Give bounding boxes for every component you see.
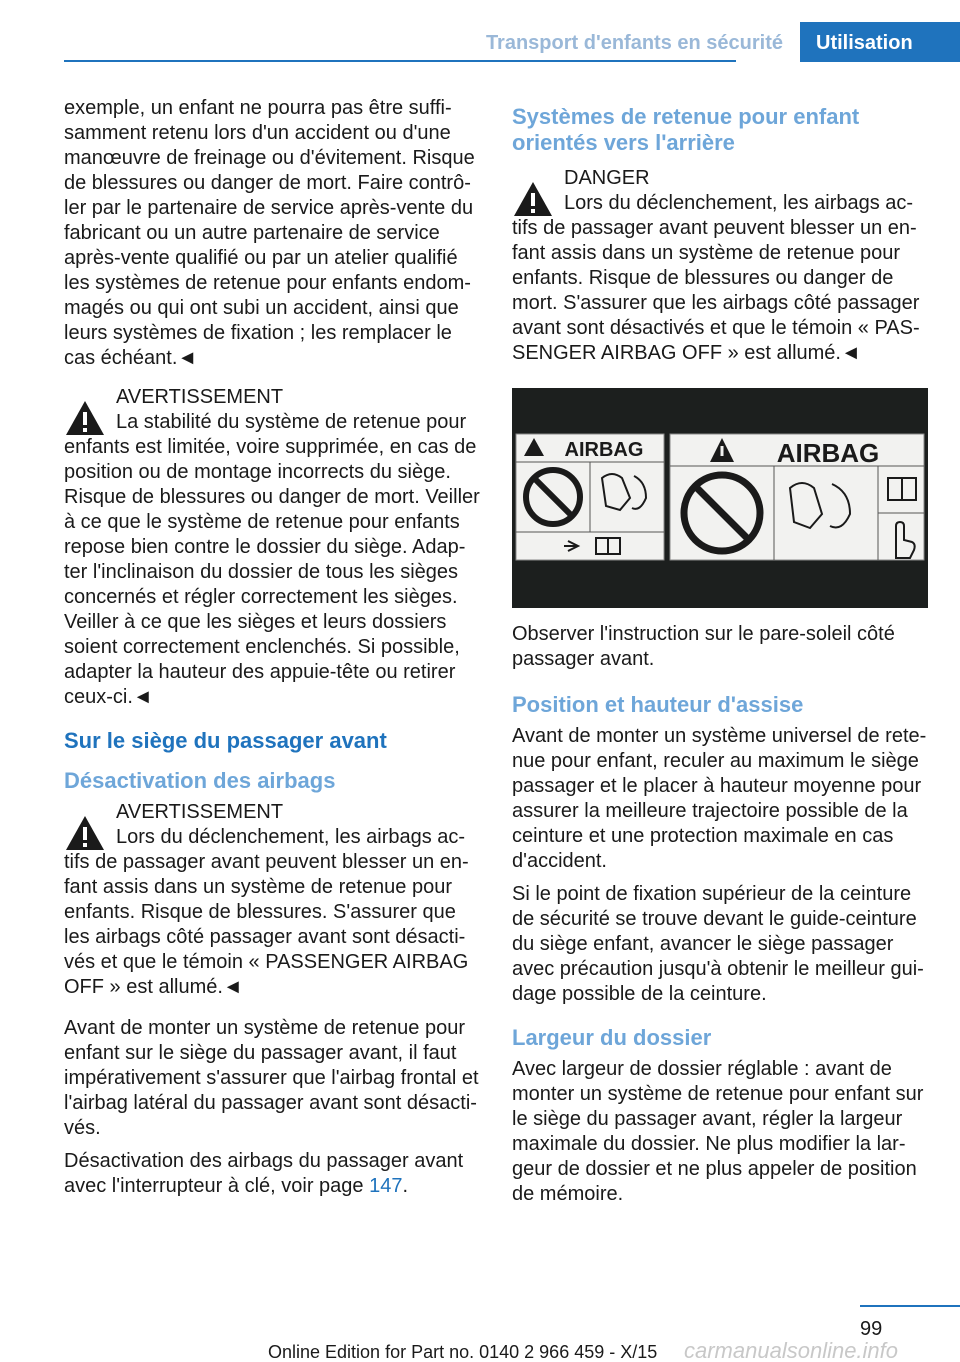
airbag-text-small: AIRBAG [564,439,644,461]
header-chapter-tab: Utilisation [800,22,960,62]
paragraph: Si le point de fixation supérieur de la ceinture de sécurité se trouve devant le guide-ceinture du siège enfant, avancer le siège passager avec précaution jusqu'à obtenir le meilleur gui-dage possible de la ceinture. [512,883,924,1005]
warning-text [64,410,480,710]
warning-triangle-icon [64,399,106,437]
left-column [64,96,480,1207]
paragraph: Avant de monter un système de retenue pour enfant sur le siège du passager avant, il faut impérativement s'assurer que l'airbag frontal et l'airbag latéral du passager avant sont désacti-vés. [64,1017,479,1139]
danger-text [512,191,928,366]
paragraph: Avec largeur de dossier réglable : avant de monter un système de retenue pour enfant sur le siège du passager avant, régler la largeur maximale du dossier. Ne plus modifier la lar-geur de dossier et ne plus appeler de position de mémoire. [512,1058,924,1205]
danger-label: DANGER [564,167,650,189]
watermark: carmanualsonline.info [684,1338,899,1362]
right-column [512,96,928,1215]
photo-caption: Observer l'instruction sur le pare-soleil côté passager avant. [512,623,895,670]
warning-text [64,825,480,1000]
paragraph-with-link [64,1149,480,1199]
airbag-warning-label-photo [512,388,928,608]
warning-triangle-icon [64,814,106,852]
subsection-heading: Largeur du dossier [512,1025,712,1050]
warning-text-rest: tifs de passager avant peuvent blesser un en-fant assis dans un système de retenue pour enfants. Risque de blessures. S'assurer que les airbags côté passager avant sont désacti-vés et que le témoin « PASSENGER AIRBAG OFF » est allumé.◄ [64,851,469,998]
warning-text-rest: enfants est limitée, voire supprimée, en cas de position ou de montage incorrects du siège. Risque de blessures ou danger de mort. Veiller à ce que le système de retenue pour enfants repose bien contre le dossier du siège. Adap-ter l'inclinaison du dossier de tous les sièges concernés et régler correctement les sièges. Veiller à ce que les sièges et leurs dossiers soient correctement enclenchés. Si possible, adapter la hauteur des appuie-tête ou retirer ceux-ci.◄ [64,436,480,708]
paragraph-text: Désactivation des airbags du passager avant avec l'interrupteur à clé, voir page [64,1150,464,1197]
warning-text-first-line: Lors du déclenchement, les airbags ac- [116,826,466,848]
page-reference-link[interactable]: 147 [369,1175,403,1197]
paragraph: Avant de monter un système universel de rete-nue pour enfant, reculer au maximum le siège passager et le placer à hauteur moyenne pour assurer la meilleure trajectoire possible de la ceinture et une protection maximale en cas d'accident. [512,725,927,872]
footer-rule [860,1305,960,1307]
warning-label: AVERTISSEMENT [116,386,284,408]
warning-label: AVERTISSEMENT [116,801,284,823]
subsection-heading: Systèmes de retenue pour enfant orientés vers l'arrière [512,104,860,155]
danger-text-rest: tifs de passager avant peuvent blesser un en-fant assis dans un système de retenue pour enfants. Risque de blessures ou danger de mort. S'assurer que les airbags côté passager avant sont désactivés et que le témoin « PAS-SENGER AIRBAG OFF » est allumé.◄ [512,217,920,364]
warning-triangle-icon [512,180,554,218]
warning-text-first-line: La stabilité du système de retenue pour [116,411,467,433]
section-heading: Sur le siège du passager avant [64,728,387,753]
paragraph: exemple, un enfant ne pourra pas être suffi-samment retenu lors d'un accident ou d'une manœuvre de freinage ou d'évitement. Risque de blessures ou danger de mort. Faire contrô-ler par le partenaire de service après-vente du fabricant ou un autre partenaire de service après-vente qualifié ou par un atelier qualifié les systèmes de retenue pour enfants endom-magés ou qui ont subi un accident, ainsi que leurs systèmes de fixation ; les remplacer le cas échéant.◄ [64,97,475,369]
airbag-text-large: AIRBAG [776,438,880,468]
header-section-title: Transport d'enfants en sécurité [485,32,783,54]
page-number: 99 [860,1318,883,1340]
subsection-heading: Désactivation des airbags [64,768,336,793]
header-rule [64,60,736,62]
warning-block [64,385,480,710]
paragraph-end: . [402,1175,409,1197]
edition-info: Online Edition for Part no. 0140 2 966 459 - X/15 [268,1342,658,1362]
danger-block [512,166,928,366]
page-header [64,22,960,62]
subsection-heading: Position et hauteur d'assise [512,692,804,717]
warning-block [64,800,480,1000]
airbag-label-illustration [512,388,928,608]
danger-text-first-line: Lors du déclenchement, les airbags ac- [564,192,914,214]
